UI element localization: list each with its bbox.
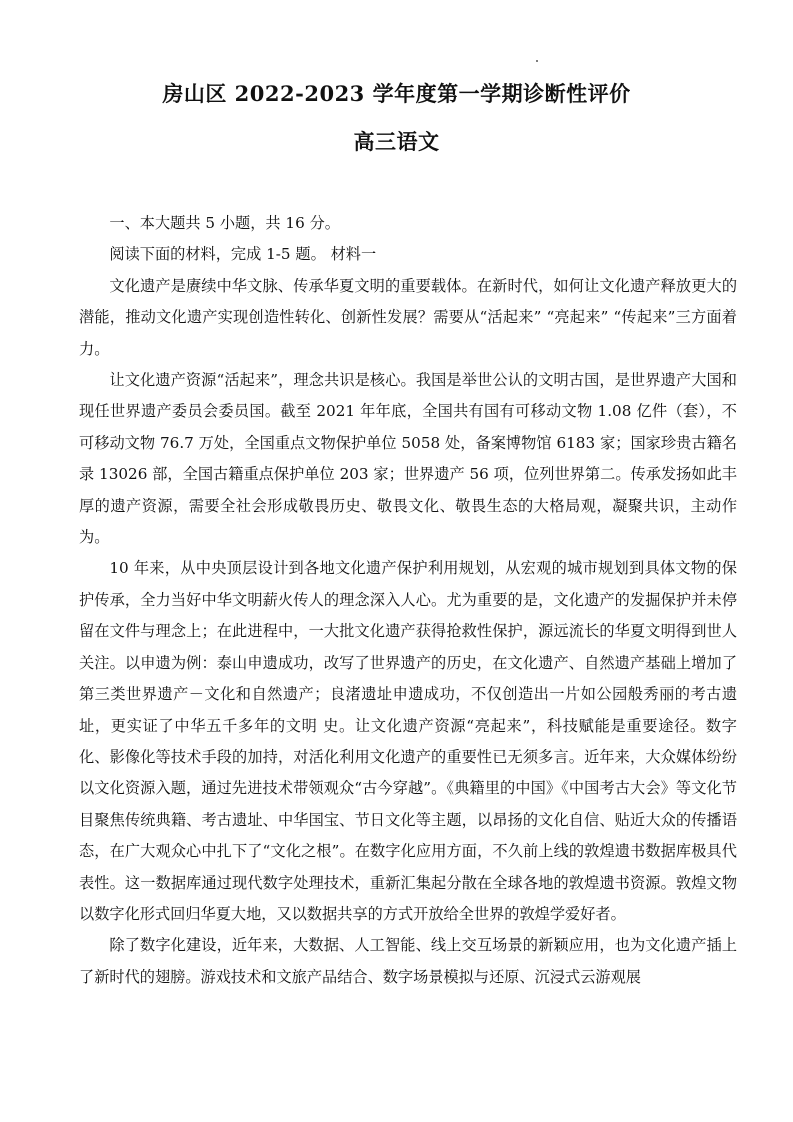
paragraph-2: 让文化遗产资源“活起来”，理念共识是核心。我国是举世公认的文明古国，是世界遗产大国和现任世界遗产委员会委员国。截至 2021 年年底，全国共有国有可移动文物 1.08 亿件（套），不可移动文物 76.7 万处，全国重点文物保护单位 5058 处，备案博物馆 6183 家；国家珍贵古籍名录 13026 部，全国古籍重点保护单位 203 家；世界遗产 56 项，位列世界第二。传承发扬如此丰厚的遗产资源，需要全社会形成敬畏历史、敬畏文化、敬畏生态的大格局观，凝聚共识，主动作为。 [79,371,737,547]
scan-dot [536,60,538,62]
paragraph-3: 10 年来，从中央顶层设计到各地文化遗产保护利用规划，从宏观的城市规划到具体文物的保护传承，全力当好中华文明薪火传人的理念深入人心。尤为重要的是，文化遗产的发掘保护并未停留在文件与理念上；在此进程中，一大批文化遗产获得抢救性保护，源远流长的华夏文明得到世人关注。以申遗为例：泰山申遗成功，改写了世界遗产的历史，在文化遗产、自然遗产基础上增加了第三类世界遗产－文化和自然遗产；良渚遗址申遗成功，不仅创造出一片如公园般秀丽的考古遗址，更实证了中华五千多年的文明 史。让文化遗产资源“亮起来”，科技赋能是重要途径。数字化、影像化等技术手段的加持，对活化利用文化遗产的重要性已无须多言。近年来，大众媒体纷纷以文化资源入题，通过先进技术带领观众“古今穿越”。《典籍里的中国》《中国考古大会》等文化节目聚焦传统典籍、考古遗址、中华国宝、节日文化等主题，以昂扬的文化自信、贴近大众的传播语态，在广大观众心中扎下了“文化之根”。在数字化应用方面，不久前上线的敦煌遗书数据库极具代表性。这一数据库通过现代数字处理技术，重新汇集起分散在全球各地的敦煌遗书资源。敦煌文物以数字化形式回归华夏大地，又以数据共享的方式开放给全世界的敦煌学爱好者。 [79,559,737,923]
document-subtitle: 高三语文 [353,129,440,154]
document-body [79,208,737,993]
document-title: 房山区 2022-2023 学年度第一学期诊断性评价 [162,81,631,106]
section-heading: 一、本大题共 5 小题，共 16 分。 [109,214,340,232]
paragraph-4: 除了数字化建设，近年来，大数据、人工智能、线上交互场景的新颖应用，也为文化遗产插上了新时代的翅膀。游戏技术和文旅产品结合、数字场景模拟与还原、沉浸式云游观展 [79,936,737,986]
paragraph-1: 文化遗产是赓续中华文脉、传承华夏文明的重要载体。在新时代，如何让文化遗产释放更大的潜能，推动文化遗产实现创造性转化、创新性发展？需要从“活起来” “亮起来” “传起来”三方面着力。 [79,276,737,358]
reading-instruction: 阅读下面的材料，完成 1-5 题。 材料一 [109,245,377,264]
